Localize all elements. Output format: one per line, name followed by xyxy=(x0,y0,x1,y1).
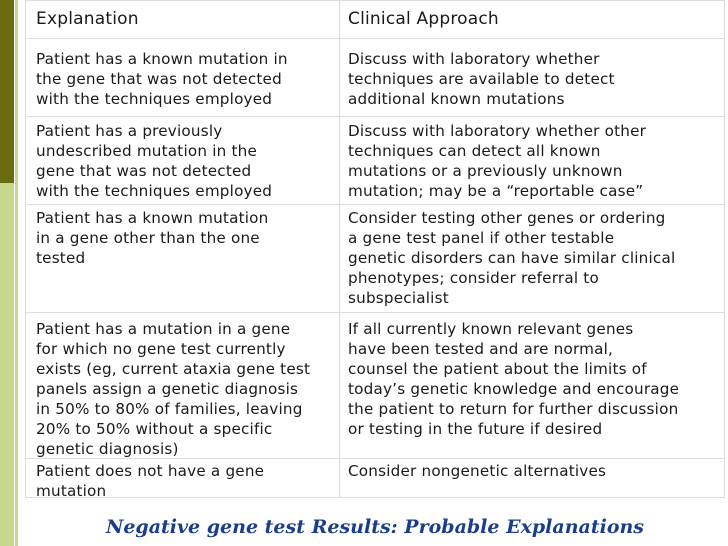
approach-cell: If all currently known relevant genes have been tested and are normal, counsel the patient about the limits of today’s genetic knowledge and encourage the patient to return for further discussion or testing in the future if desired xyxy=(348,320,680,438)
explanation-cell: Patient does not have a gene mutation xyxy=(36,462,265,500)
approach-cell: Consider testing other genes or ordering a gene test panel if other testable genetic disorders can have similar clinical phenotypes; consider referral to subspecialist xyxy=(348,209,676,307)
decorative-bar-thin xyxy=(15,0,18,546)
approach-cell: Consider nongenetic alternatives xyxy=(348,462,607,480)
explanation-cell: Patient has a known mutation in a gene other than the one tested xyxy=(36,209,269,267)
slide-caption: Negative gene test Results: Probable Explanations xyxy=(105,516,645,538)
approach-cell: Discuss with laboratory whether techniques are available to detect additional known mutations xyxy=(348,50,615,108)
table-row xyxy=(26,39,724,117)
table-row xyxy=(26,117,724,205)
table-header-row xyxy=(26,1,724,39)
explanation-cell: Patient has a known mutation in the gene that was not detected with the techniques employed xyxy=(36,50,288,108)
decorative-bar-dark xyxy=(0,0,14,183)
explanations-table xyxy=(25,0,725,498)
approach-cell: Discuss with laboratory whether other techniques can detect all known mutations or a previously unknown mutation; may be a “reportable case” xyxy=(348,122,647,200)
table-row xyxy=(26,459,724,500)
header-explanation: Explanation xyxy=(36,9,139,29)
header-clinical-approach: Clinical Approach xyxy=(348,9,499,29)
explanation-cell: Patient has a mutation in a gene for which no gene test currently exists (eg, current ataxia gene test panels assign a genetic diagnosis in 50% to 80% of families, leaving 20% to 50% without a specific genetic diagnosis) xyxy=(36,320,311,458)
decorative-bar-light xyxy=(0,183,14,546)
table-row xyxy=(26,205,724,313)
table-row xyxy=(26,313,724,459)
explanation-cell: Patient has a previously undescribed mutation in the gene that was not detected with the techniques employed xyxy=(36,122,273,200)
